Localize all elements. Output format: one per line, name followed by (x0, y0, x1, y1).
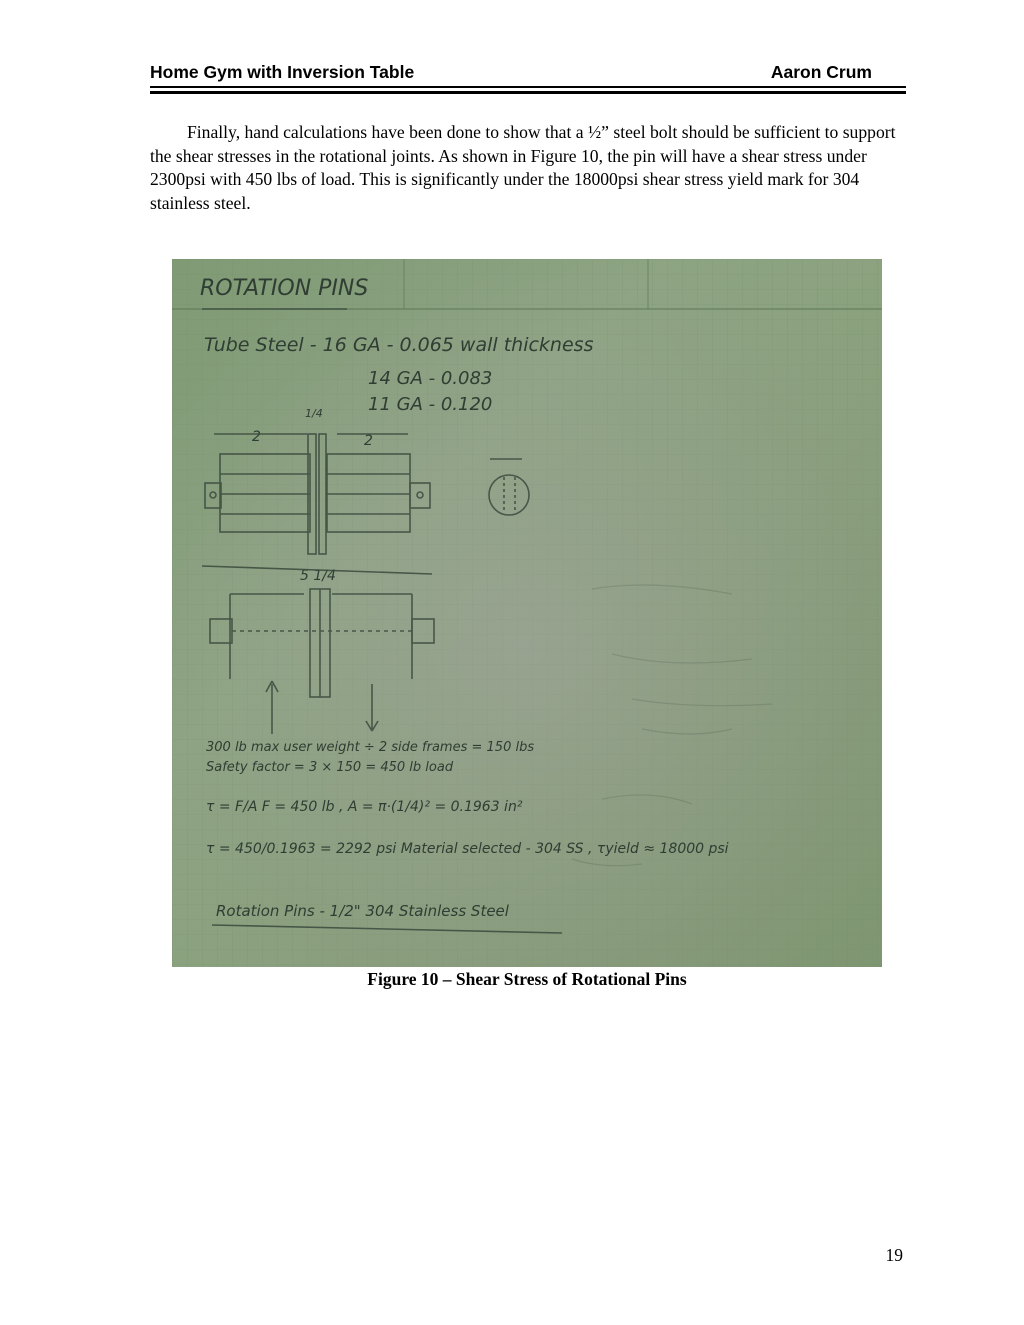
running-header (150, 62, 906, 84)
sketch-tube-16ga: Tube Steel - 16 GA - 0.065 wall thickness (204, 334, 594, 356)
figure-caption: Figure 10 – Shear Stress of Rotational Pins (367, 969, 687, 989)
sketch-dim-left: 2 (252, 429, 261, 445)
sketch-heading: ROTATION PINS (200, 276, 369, 301)
photo-sketch (172, 259, 882, 967)
sketch-tube-14ga: 14 GA - 0.083 (368, 368, 493, 389)
header-rule-thick (150, 91, 906, 94)
sketch-dim-width: 5 1/4 (300, 568, 336, 584)
handwritten-calculation-photo (172, 259, 882, 967)
document-title: Home Gym with Inversion Table (150, 62, 415, 82)
author-name: Aaron Crum (770, 62, 872, 82)
sketch-tau-formula: τ = F/A F = 450 lb , A = π·(1/4)² = 0.1963 in² (206, 799, 523, 815)
sketch-dim-quarter: 1/4 (305, 407, 323, 420)
sketch-tube-11ga: 11 GA - 0.120 (368, 394, 493, 415)
sketch-dim-right: 2 (364, 433, 373, 449)
sketch-load-line: 300 lb max user weight ÷ 2 side frames = 150 lbs (206, 740, 535, 755)
body-paragraph (150, 121, 910, 215)
sketch-safety-line: Safety factor = 3 × 150 = 450 lb load (206, 760, 454, 775)
sketch-tau-result: τ = 450/0.1963 = 2292 psi Material selected - 304 SS , τyield ≈ 18000 psi (206, 841, 729, 857)
header-rule-thin (150, 86, 906, 88)
sketch-conclusion: Rotation Pins - 1/2" 304 Stainless Steel (216, 902, 509, 920)
paragraph-text: Finally, hand calculations have been done to show that a ½” steel bolt should be sufficient to support the shear stresses in the rotational joints. As shown in Figure 10, the pin will have a shear stress under 2300psi with 450 lbs of load. This is significantly under the 18000psi shear stress yield mark for 304 stainless steel. (150, 122, 896, 213)
page-number: 19 (885, 1245, 903, 1265)
